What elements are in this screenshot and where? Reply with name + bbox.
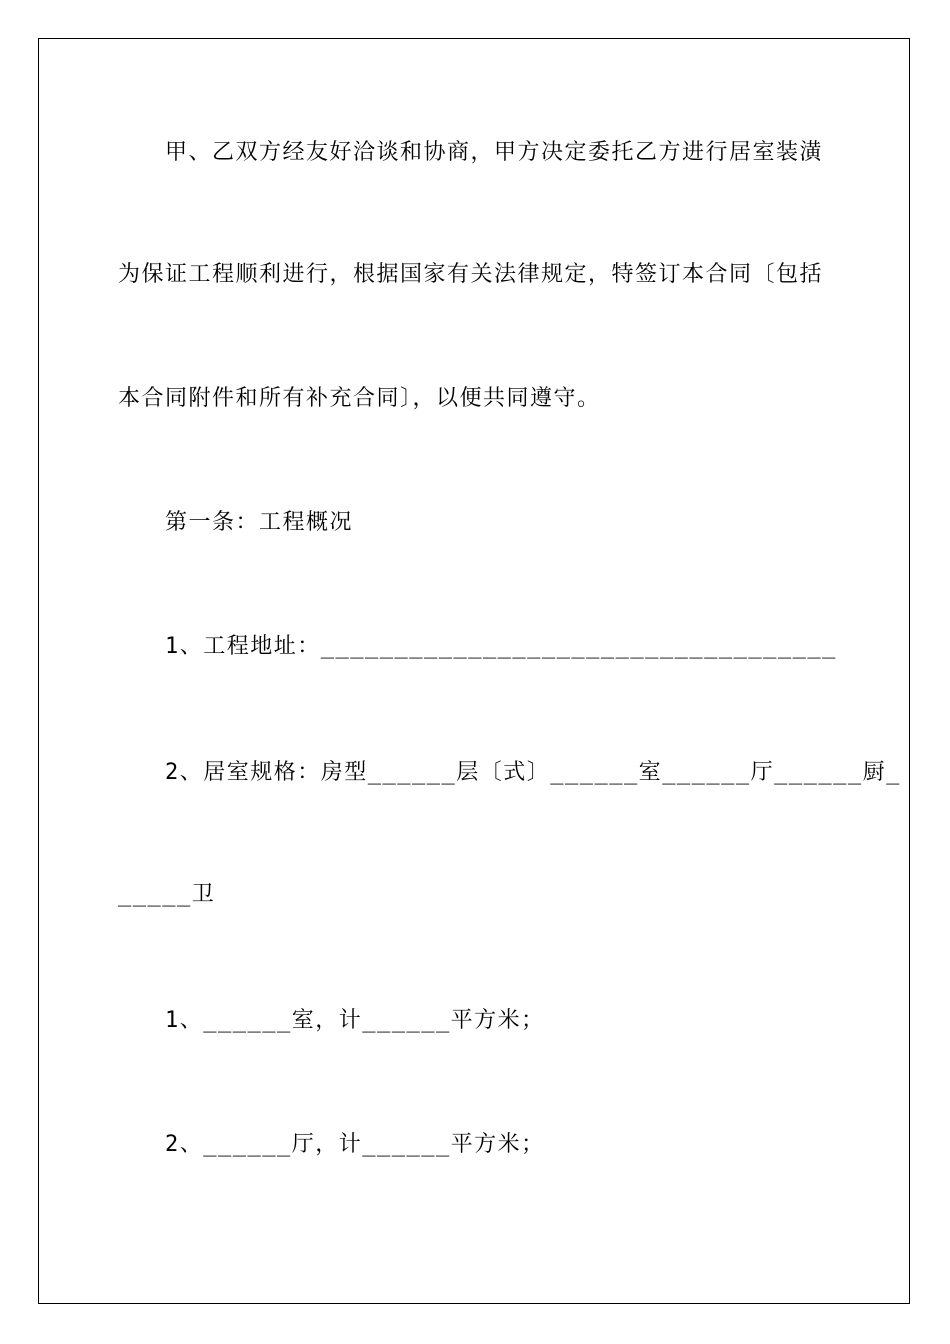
room-spec-field: 2、居室规格：房型______层〔式〕______室______厅______厨_ [165, 760, 901, 785]
hall-area-field: 2、______厅，计______平方米； [165, 1132, 545, 1157]
room-area-field: 1、______室，计______平方米； [165, 1008, 545, 1033]
room-spec-field-continued: _____卫 [118, 882, 216, 907]
intro-line-3: 本合同附件和所有补充合同〕，以便共同遵守。 [118, 386, 601, 411]
intro-line-1: 甲、乙双方经友好洽谈和协商，甲方决定委托乙方进行居室装潢 [165, 140, 824, 165]
project-address-field: 1、工程地址：___________________________________ [165, 634, 837, 659]
page-frame [38, 38, 910, 1304]
intro-line-2: 为保证工程顺利进行，根据国家有关法律规定，特签订本合同〔包括 [118, 262, 824, 287]
article-one-heading: 第一条：工程概况 [165, 510, 354, 535]
